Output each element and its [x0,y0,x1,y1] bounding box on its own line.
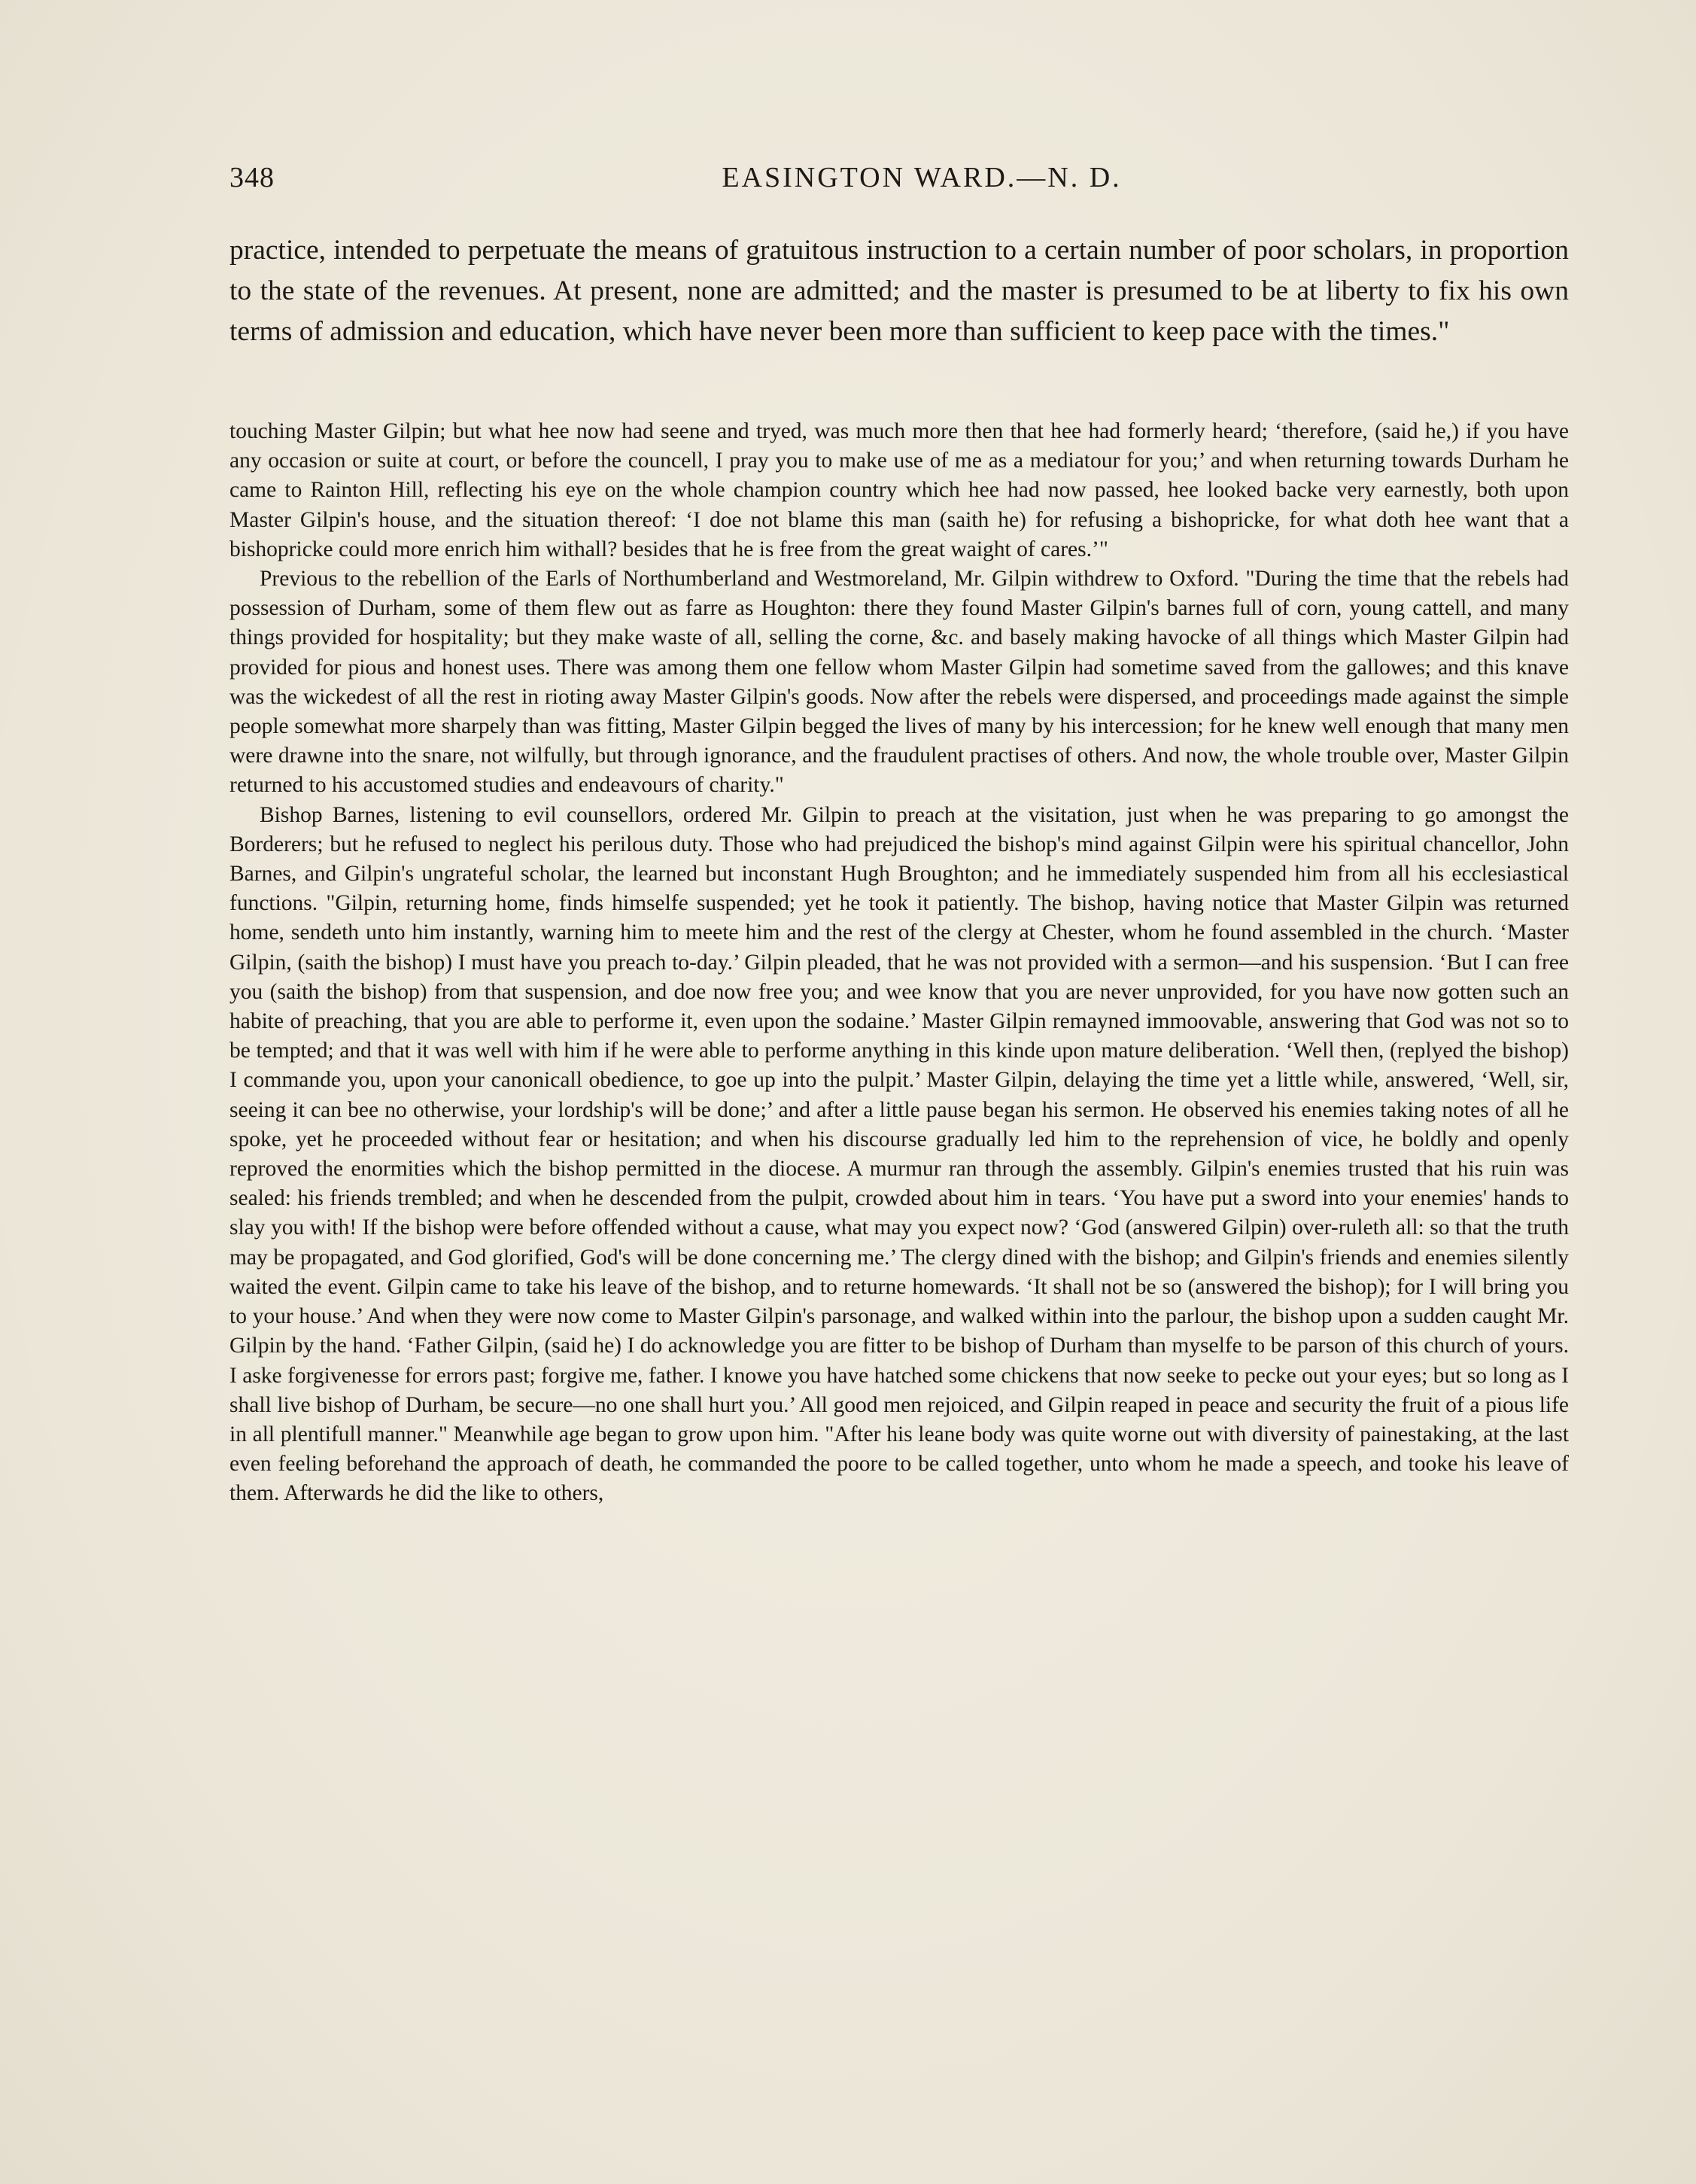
running-title: EASINGTON WARD.—N. D. [722,162,1122,193]
quoted-passage [229,230,1569,352]
body-paragraph-1: touching Master Gilpin; but what hee now had seene and tryed, was much more then that hee had formerly heard; ‘therefore, (said he,) if you have any occasion or suite at court, or before the councell, I pray you to make use of me as a mediatour for you;’ and when returning towards Durham he came to Rainton Hill, reflecting his eye on the whole champion country which hee had now passed, hee looked backe very earnestly, both upon Master Gilpin's house, and the situation thereof: ‘I doe not blame this man (saith he) for refusing a bishopricke, for what doth hee want that a bishopricke could more enrich him withall? besides that he is free from the great waight of cares.’" [229,419,1569,561]
body-paragraph-2: Previous to the rebellion of the Earls of Northumberland and Westmoreland, Mr. Gilpin withdrew to Oxford. "During the time that the rebels had possession of Durham, some of them flew out as farre as Houghton: there they found Master Gilpin's barnes full of corn, young cattell, and many things provided for hospitality; but they make waste of all, selling the corne, &c. and basely making havocke of all things which Master Gilpin had provided for pious and honest uses. There was among them one fellow whom Master Gilpin had sometime saved from the gallowes; and this knave was the wickedest of all the rest in rioting away Master Gilpin's goods. Now after the rebels were dispersed, and proceedings made against the simple people somewhat more sharpely than was fitting, Master Gilpin begged the lives of many by his intercession; for he knew well enough that many men were drawne into the snare, not wilfully, but through ignorance, and the fraudulent practises of others. And now, the whole trouble over, Master Gilpin returned to his accustomed studies and endeavours of charity." [229,567,1569,798]
body-paragraph-3: Bishop Barnes, listening to evil counsellors, ordered Mr. Gilpin to preach at the visitation, just when he was preparing to go amongst the Borderers; but he refused to neglect his perilous duty. Those who had prejudiced the bishop's mind against Gilpin were his spiritual chancellor, John Barnes, and Gilpin's ungrateful scholar, the learned but inconstant Hugh Broughton; and he immediately suspended him from all his ecclesiastical functions. "Gilpin, returning home, finds himselfe suspended; yet he took it patiently. The bishop, having notice that Master Gilpin was returned home, sendeth unto him instantly, warning him to meete him and the rest of the clergy at Chester, whom he found assembled in the church. ‘Master Gilpin, (saith the bishop) I must have you preach to-day.’ Gilpin pleaded, that he was not provided with a sermon—and his suspension. ‘But I can free you (saith the bishop) from that suspension, and doe now free you; and wee know that you are never unprovided, for you have now gotten such an habite of preaching, that you are able to performe it, even upon the sodaine.’ Master Gilpin remayned immoovable, answering that God was not so to be tempted; and that it was well with him if he were able to performe anything in this kinde upon mature deliberation. ‘Well then, (replyed the bishop) I commande you, upon your canonicall obedience, to goe up into the pulpit.’ Master Gilpin, delaying the time yet a little while, answered, ‘Well, sir, seeing it can bee no otherwise, your lordship's will be done;’ and after a little pause began his sermon. He observed his enemies taking notes of all he spoke, yet he proceeded without fear or hesitation; and when his discourse gradually led him to the reprehension of vice, he boldly and openly reproved the enormities which the bishop permitted in the diocese. A murmur ran through the assembly. Gilpin's enemies trusted that his ruin was sealed: his friends trembled; and when he descended from the pulpit, crowded about him in tears. ‘You have put a sword into your enemies' hands to slay you with! If the bishop were before offended without a cause, what may you expect now? ‘God (answered Gilpin) over-ruleth all: so that the truth may be propagated, and God glorified, God's will be done concerning me.’ The clergy dined with the bishop; and Gilpin's friends and enemies silently waited the event. Gilpin came to take his leave of the bishop, and to returne homewards. ‘It shall not be so (answered the bishop); for I will bring you to your house.’ And when they were now come to Master Gilpin's parsonage, and walked within into the parlour, the bishop upon a sudden caught Mr. Gilpin by the hand. ‘Father Gilpin, (said he) I do acknowledge you are fitter to be bishop of Durham than myselfe to be parson of this church of yours. I aske forgivenesse for errors past; forgive me, father. I knowe you have hatched some chickens that now seeke to pecke out your eyes; but so long as I shall live bishop of Durham, be secure—no one shall hurt you.’ All good men rejoiced, and Gilpin reaped in peace and security the fruit of a pious life in all plentifull manner." Meanwhile age began to grow upon him. "After his leane body was quite worne out with diversity of painestaking, at the last even feeling beforehand the approach of death, he commanded the poore to be called together, unto whom he made a speech, and tooke his leave of them. Afterwards he did the like to others, [229,802,1569,1506]
page-header [229,161,1569,206]
page-number: 348 [229,162,275,193]
body-text [229,417,1569,1509]
quote-paragraph: practice, intended to perpetuate the means of gratuitous instruction to a certain number of poor scholars, in proportion to the state of the revenues. At present, none are admitted; and the master is presumed to be at liberty to fix his own terms of admission and education, which have never been more than sufficient to keep pace with the times." [229,235,1569,347]
